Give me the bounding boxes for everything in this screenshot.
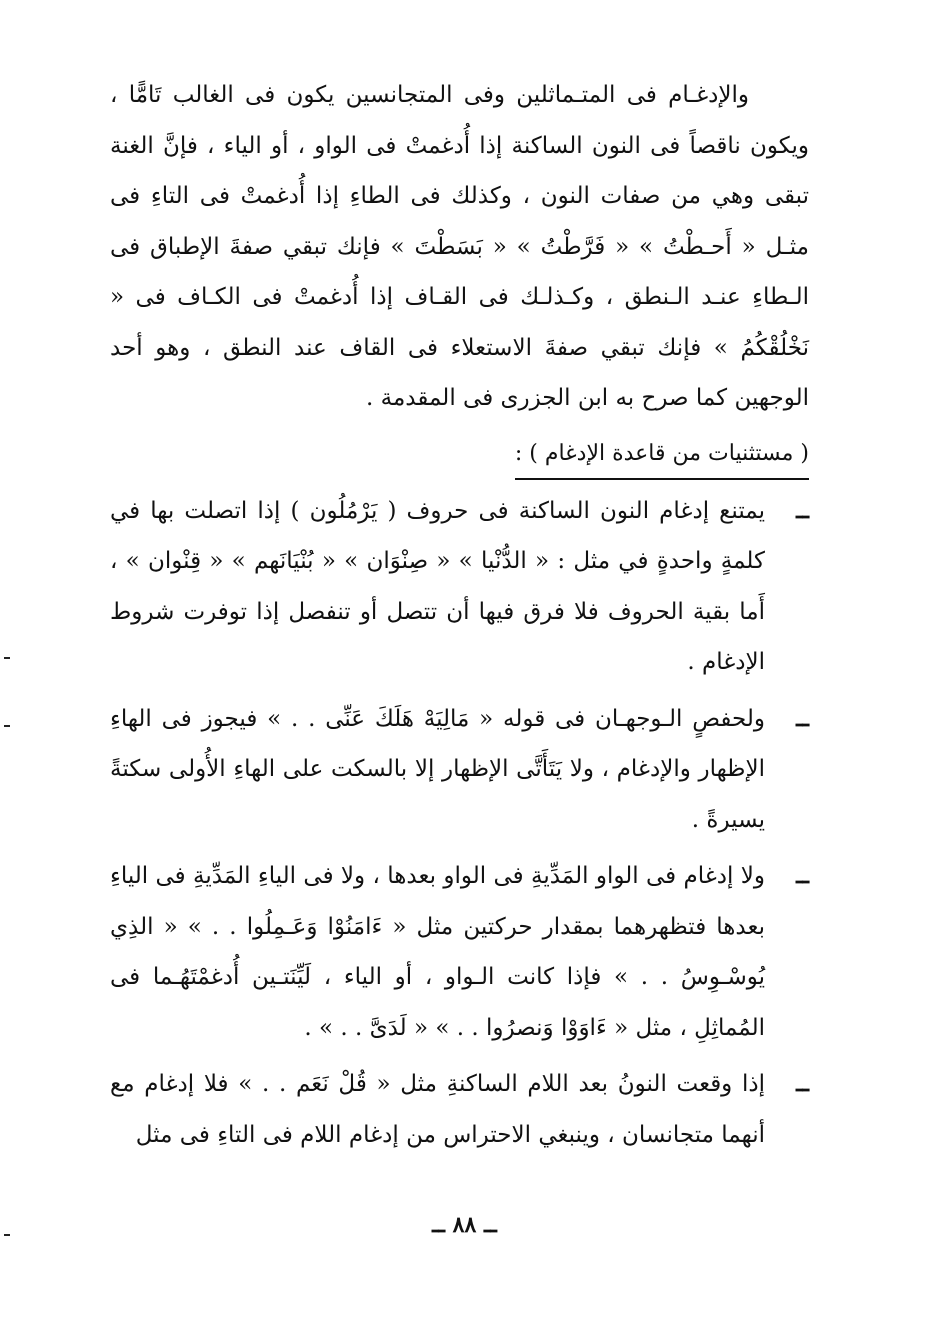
page-number: ــ ٨٨ ــ xyxy=(432,1212,497,1238)
list-item-text: يمتنع إدغام النون الساكنة فى حروف ( يَرْمُلُون ) إذا اتصلت بها في كلمةٍ واحدةٍ في مثل : « الدُّنْيا » « صِنْوَان » « بُنْيَانَهم » « قِنْوان » ، أَما بقية الحروف فلا فرق فيها أن تتصل أو تنفصل إذا توفرت شروط الإدغام . xyxy=(110,497,765,675)
intro-paragraph xyxy=(110,70,809,424)
list-item xyxy=(110,851,809,1053)
scan-edge-mark xyxy=(4,657,10,659)
section-heading-text: ( مستثنيات من قاعدة الإدغام ) : xyxy=(515,434,809,480)
page-body xyxy=(110,70,809,1166)
item-dash: ــ xyxy=(796,863,809,889)
item-dash: ــ xyxy=(796,497,809,524)
section-heading xyxy=(110,434,809,478)
scan-edge-mark xyxy=(4,1234,10,1236)
item-dash: ــ xyxy=(796,705,809,732)
list-item xyxy=(110,1059,809,1160)
intro-paragraph-text: والإدغـام فى المتـماثلين وفى المتجانسين يكون فى الغالب تَامًّا ، ويكون ناقصاً فى النون الساكنة إذا أُدغمتْ فى الواو ، أو الياء ، فإنَّ الغنة تبقى وهي من صفات النون ، وكذلك فى الطاءِ إذا أُدغمتْ فى التاءِ فى مثـل « أَحـطْتُ » « فَرَّطْتُ » « بَسَطْتَ » فإنك تبقي صفةَ الإطباق فى الـطاءِ عنـد الـنطق ، وكـذلـك فى القـاف إذا أُدغمتْ فى الكـاف فى « نَخْلُقْكُمُ » فإنك تبقي صفةَ الاستعلاء فى القاف عند النطق ، وهو أحد الوجهين كما صرح به ابن الجزرى فى المقدمة . xyxy=(110,82,809,411)
list-item xyxy=(110,694,809,846)
list-item-text: ولا إدغام فى الواو المَدِّيةِ فى الواو بعدها ، ولا فى الياءِ المَدِّيةِ فى الياءِ بعدها فتظهرهما بمقدار حركتين مثل « ءَامَنُوْا وَعَـمِلُوا . . » « الذِي يُوسْـوِسُ . . » فإذا كانت الـواو ، أو الياء ، لَيِّنَتـين أُدغمْتَهُـما فى المُماثِلِ ، مثل « ءَاوَوْا وَنصرُوا . . » « لَدَىَّ . . » . xyxy=(110,863,765,1041)
list-item xyxy=(110,486,809,688)
item-dash: ــ xyxy=(796,1071,809,1097)
list-item-text: إذا وقعت النونُ بعد اللام الساكنةِ مثل « قُلْ نَعَم . . » فلا إدغام مع أنهما متجانسان ، وينبغي الاحتراس من إدغام اللام فى التاءِ فى مثل xyxy=(110,1071,765,1148)
list-item-text: ولحفصٍ الـوجهـان فى قوله « مَالِيَهْ هَلَكَ عَنِّى . . » فيجوز فى الهاءِ الإظهار والإدغام ، ولا يَتَأَتَّى الإظهار إلا بالسكت على الهاءِ الأُولى سكتةً يسيرةً . xyxy=(110,705,765,833)
scan-edge-mark xyxy=(4,725,10,727)
